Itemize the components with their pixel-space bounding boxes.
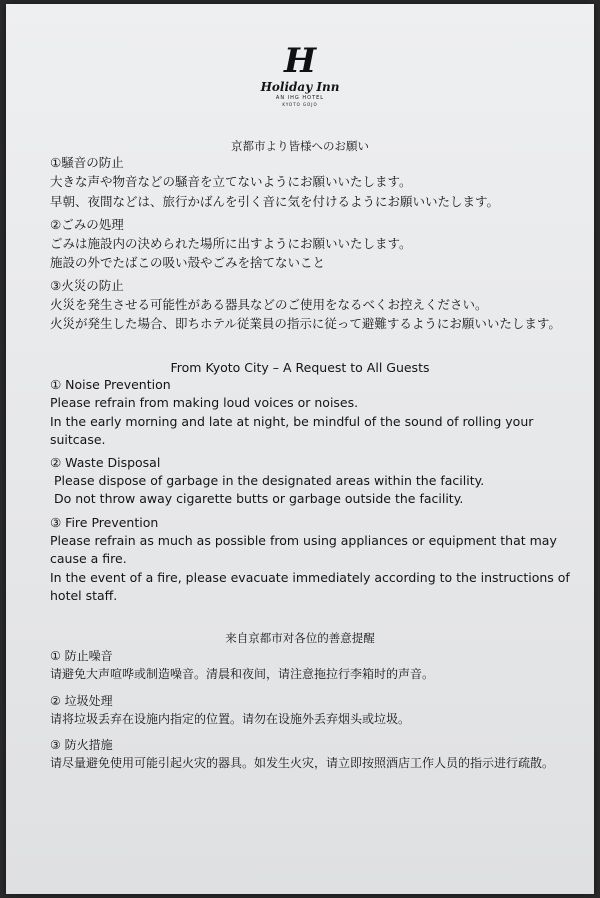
japanese-fire-line-1: 火災を発生させる可能性がある器具などのご使用をなるべくお控えください。 <box>50 297 488 312</box>
chinese-waste-heading: ② 垃圾处理 <box>50 694 113 708</box>
japanese-noise-heading: ①騒音の防止 <box>50 155 124 170</box>
chinese-noise-line-1: 请避免大声喧哗或制造噪音。清晨和夜间，请注意拖拉行李箱时的声音。 <box>50 667 435 681</box>
brand-name: Holiday Inn <box>260 80 340 94</box>
brand-tagline: AN IHG HOTEL <box>275 95 325 101</box>
chinese-title: 来自京都市对各位的善意提醒 <box>225 631 375 645</box>
hotel-logo <box>6 41 594 108</box>
chinese-fire-heading: ③ 防火措施 <box>50 738 113 752</box>
chinese-waste-line-1: 请将垃圾丢弃在设施内指定的位置。请勿在设施外丢弃烟头或垃圾。 <box>50 712 411 726</box>
english-waste-heading: ② Waste Disposal <box>50 455 161 470</box>
english-waste-line-2: Do not throw away cigarette butts or garbage outside the facility. <box>50 491 464 506</box>
japanese-noise-line-1: 大きな声や物音などの騒音を立てないようにお願いいたします。 <box>50 174 412 189</box>
japanese-title: 京都市より皆様へのお願い <box>231 139 369 153</box>
english-noise-line-2: In the early morning and late at night, be mindful of the sound of rolling your <box>50 414 534 429</box>
english-noise-line-3: suitcase. <box>50 432 106 447</box>
english-waste-line-1: Please dispose of garbage in the designated areas within the facility. <box>50 473 485 488</box>
japanese-waste-line-2: 施設の外でたばこの吸い殻やごみを捨てないこと <box>50 255 326 270</box>
chinese-fire-line-1: 请尽量避免使用可能引起火灾的器具。如发生火灾，请立即按照酒店工作人员的指示进行疏散。 <box>50 756 555 770</box>
brand-mark-icon: H <box>283 41 317 81</box>
english-noise-line-1: Please refrain from making loud voices or noises. <box>50 395 359 410</box>
japanese-noise-line-2: 早朝、夜間などは、旅行かばんを引く音に気を付けるようにお願いいたします。 <box>50 194 500 209</box>
english-fire-line-1: Please refrain as much as possible from using appliances or equipment that may <box>50 533 557 548</box>
english-fire-line-4: hotel staff. <box>50 588 118 603</box>
japanese-waste-line-1: ごみは施設内の決められた場所に出すようにお願いいたします。 <box>50 236 412 251</box>
english-fire-heading: ③ Fire Prevention <box>50 515 159 530</box>
japanese-waste-heading: ②ごみの処理 <box>50 217 124 232</box>
brand-location: KYOTO GOJO <box>282 102 318 107</box>
japanese-fire-line-2: 火災が発生した場合、即ちホテル従業員の指示に従って避難するようにお願いいたします。 <box>50 316 561 331</box>
japanese-fire-heading: ③火災の防止 <box>50 278 124 293</box>
english-noise-heading: ① Noise Prevention <box>50 377 171 392</box>
english-title: From Kyoto City – A Request to All Guests <box>170 360 430 375</box>
chinese-noise-heading: ① 防止噪音 <box>50 649 113 663</box>
notice-sheet <box>6 4 594 894</box>
english-fire-line-3: In the event of a fire, please evacuate immediately according to the instructions of <box>50 570 570 585</box>
english-fire-line-2: cause a fire. <box>50 551 127 566</box>
